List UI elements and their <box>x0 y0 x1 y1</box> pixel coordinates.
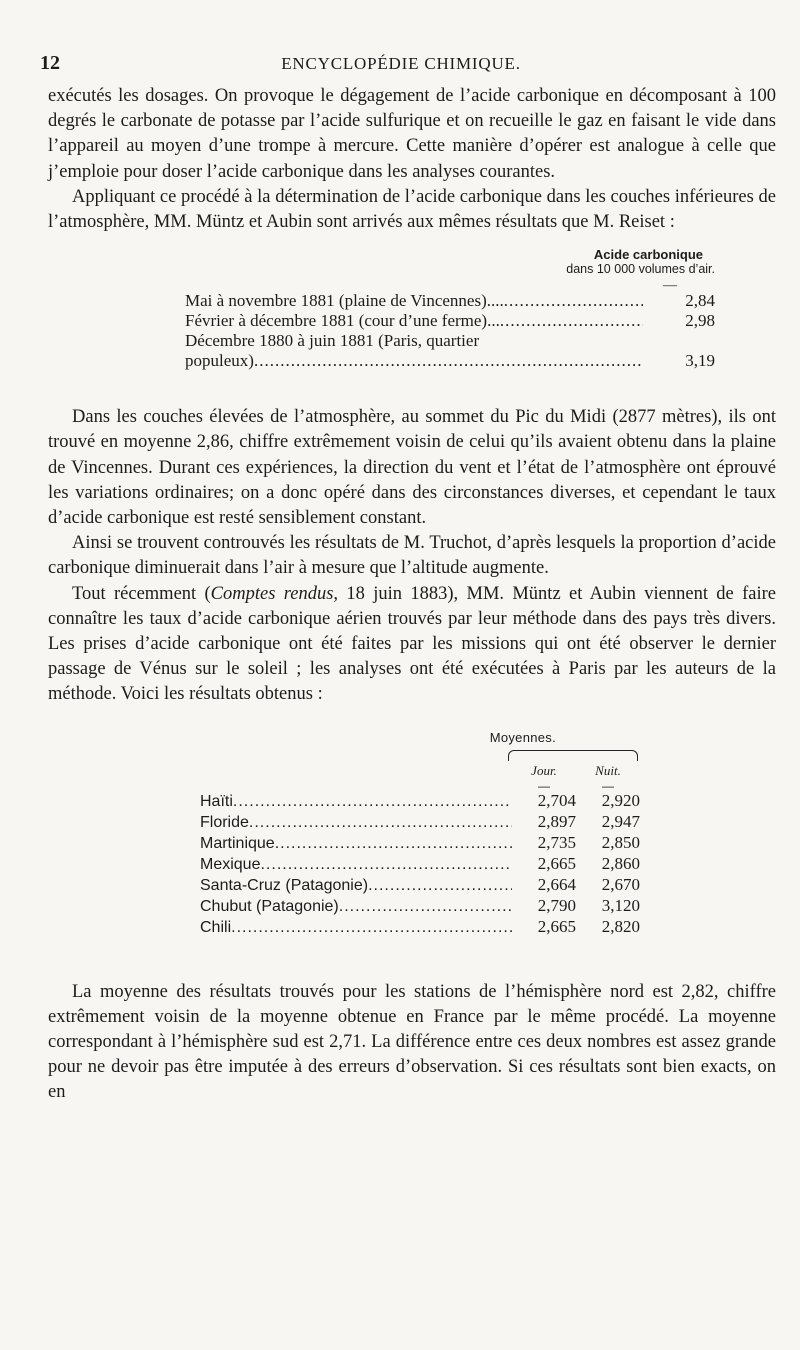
row-label-continuation: populeux) <box>185 351 254 371</box>
table-row <box>185 311 715 331</box>
paragraph-6: La moyenne des résultats trouvés pour les stations de l’hémisphère nord est 2,82, chiffre extrêmement voisin de la moyenne obtenue en France par le même procédé. La moyenne correspondant à l’hémisphère sud est 2,71. La différence entre ces deux nombres est assez grande pour ne devoir pas être imputée à des erreurs d’observation. Si ces résultats sont bien exacts, on en <box>48 981 776 1103</box>
table1-header-line1: Acide carbonique <box>593 247 703 263</box>
row-label: Chili <box>200 918 232 936</box>
row-label: Mexique <box>200 855 261 873</box>
table-row <box>185 331 715 351</box>
row-value: 2,98 <box>685 311 715 331</box>
table1-dash: — <box>663 278 677 294</box>
leader-dots <box>500 311 643 331</box>
value-day: 2,665 <box>537 916 576 936</box>
table1-header <box>185 247 715 277</box>
dash-night: — <box>602 778 614 793</box>
paragraph-1: exécutés les dosages. On provoque le dégagement de l’acide carbonique en décomposant à 100 degrés le carbonate de potasse par l’acide sulfurique et on recueille le gaz en faisant le vide dans l’appareil au moyen d’une trompe à mercure. Cette manière d’opérer est analogue à celle que j’emploie pour doser l’acide carbonique dans les analyses courantes. <box>48 86 776 182</box>
leader-dots <box>339 897 512 917</box>
value-night: 2,947 <box>601 811 640 831</box>
table1-header-line2: dans 10 000 volumes d’air. <box>566 262 715 277</box>
value-day: 2,704 <box>537 790 576 810</box>
paragraph-5-part-a: Tout récemment ( <box>72 583 211 604</box>
value-night: 2,670 <box>601 874 640 894</box>
running-title: ENCYCLOPÉDIE CHIMIQUE. <box>281 54 521 73</box>
paragraph-5 <box>48 582 776 708</box>
leader-dots <box>368 876 512 896</box>
row-label: Haïti <box>200 792 233 810</box>
table-row-continuation <box>185 351 715 371</box>
leader-dots <box>504 291 643 311</box>
table-row <box>200 917 640 938</box>
table-row <box>200 791 640 812</box>
paragraph-3: Dans les couches élevées de l’atmosphère, au sommet du Pic du Midi (2877 mètres), ils ont trouvé en moyenne 2,86, chiffre extrêmement voisin de celui qu’ils avaient obtenu dans la plaine de Vincennes. Durant ces expériences, la direction du vent et l’état de l’atmosphère ont éprouvé les variations ordinaires; on a donc opéré dans des circonstances diverses, et cependant le taux d’acide carbonique est resté sensiblement constant. <box>48 407 776 529</box>
row-label: Chubut (Patagonie) <box>200 897 339 915</box>
value-day: 2,735 <box>537 832 576 852</box>
column-header-night: Nuit. <box>595 762 621 778</box>
leader-dots <box>231 918 512 938</box>
table-co2-by-country <box>200 728 640 938</box>
row-label: Santa-Cruz (Patagonie) <box>200 876 369 894</box>
column-header-day: Jour. <box>531 762 557 778</box>
table2-brace <box>508 750 638 761</box>
table2-group-header: Moyennes. <box>489 729 556 745</box>
page-number: 12 <box>40 52 60 74</box>
paragraph-4: Ainsi se trouvent controuvés les résultats de M. Truchot, d’après lesquels la proportion d’acide carbonique diminuerait dans l’air à mesure que l’altitude augmente. <box>48 533 776 579</box>
value-day: 2,665 <box>537 853 576 873</box>
table-row <box>200 812 640 833</box>
value-night: 2,920 <box>601 790 640 810</box>
row-value: 3,19 <box>685 351 715 371</box>
row-label: Décembre 1880 à juin 1881 (Paris, quartier <box>185 331 480 351</box>
page-body <box>48 84 776 1106</box>
paragraph-5-part-b: 18 juin 1883), MM. Müntz et Aubin viennent de faire connaître les taux d’acide carbonique aérien trouvés par leur méthode dans des pays très divers. Les prises d’acide carbonique ont été faites par les missions qui ont été observer le dernier passage de Vénus sur le soleil ; les analyses ont été exécutées à Paris par les auteurs de la méthode. Voici les résultats obtenus : <box>48 583 776 705</box>
row-value: 2,84 <box>685 291 715 311</box>
row-label: Février à décembre 1881 (cour d’une ferme)... <box>185 311 500 331</box>
table2-column-headers <box>200 761 640 781</box>
row-label: Martinique <box>200 834 275 852</box>
value-day: 2,897 <box>537 811 576 831</box>
leader-dots <box>233 792 512 812</box>
value-night: 2,860 <box>601 853 640 873</box>
value-night: 3,120 <box>601 895 640 915</box>
value-night: 2,820 <box>601 916 640 936</box>
paragraph-2: Appliquant ce procédé à la détermination de l’acide carbonique dans les couches inférieures de l’atmosphère, MM. Müntz et Aubin sont arrivés aux mêmes résultats que M. Reiset : <box>48 186 776 233</box>
value-day: 2,790 <box>537 895 576 915</box>
value-day: 2,664 <box>537 874 576 894</box>
row-label: Floride <box>200 813 249 831</box>
value-night: 2,850 <box>601 832 640 852</box>
table-row <box>200 875 640 896</box>
dash-day: — <box>538 778 550 793</box>
row-label: Mai à novembre 1881 (plaine de Vincennes).... <box>185 291 504 311</box>
table-row <box>200 833 640 854</box>
leader-dots <box>254 351 643 371</box>
leader-dots <box>249 813 512 833</box>
table-co2-lower-atmosphere <box>185 247 715 371</box>
leader-dots <box>275 834 512 854</box>
journal-title: Comptes rendus, <box>210 583 339 604</box>
table-row <box>200 854 640 875</box>
page-header <box>40 52 762 76</box>
leader-dots <box>260 855 512 875</box>
table-row <box>185 291 715 311</box>
table2-dashes <box>200 778 640 793</box>
table-row <box>200 896 640 917</box>
